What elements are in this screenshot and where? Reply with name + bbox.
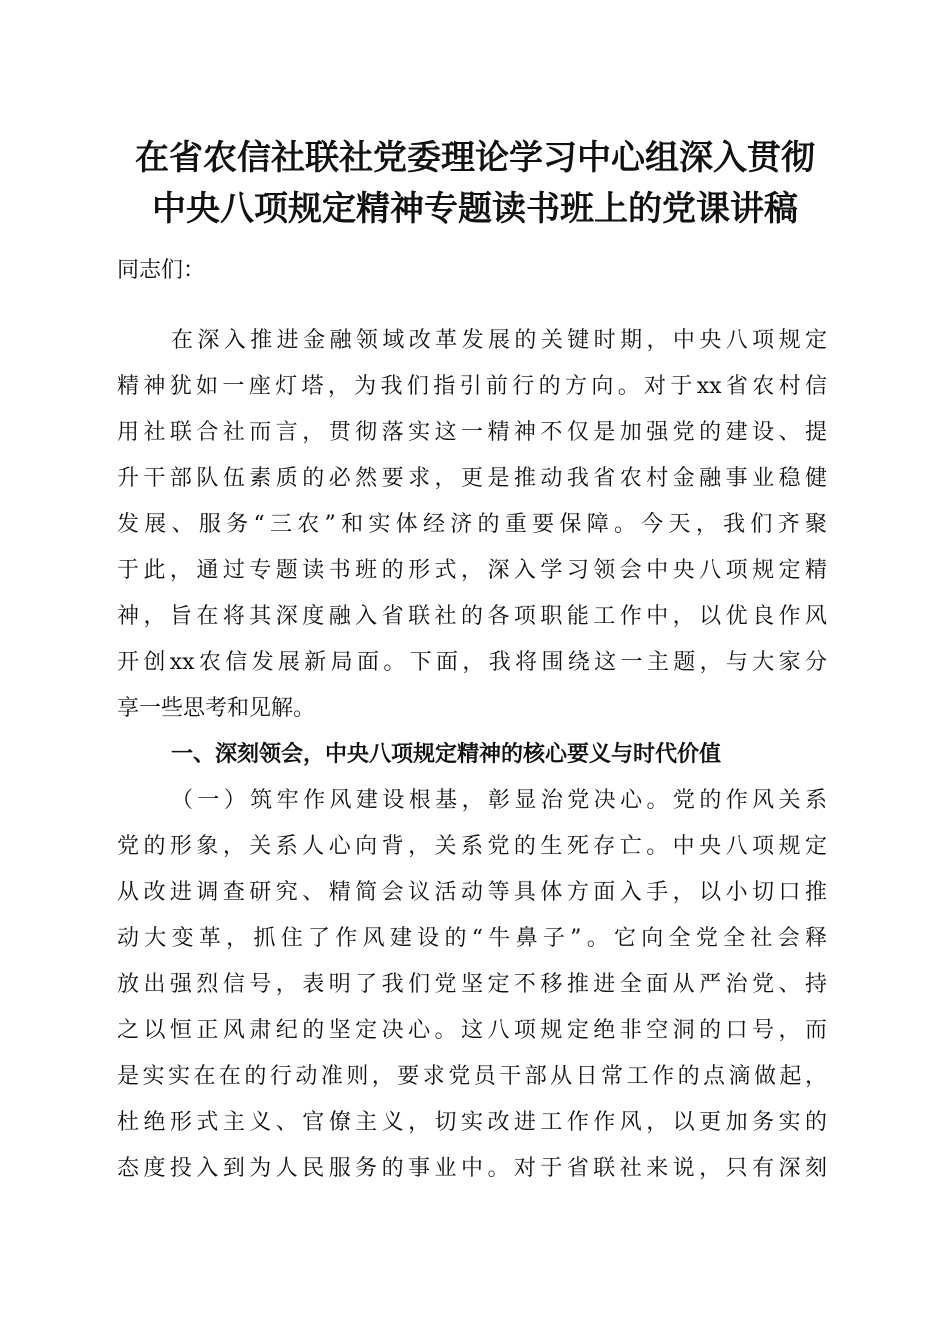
document-title-line-2: 中央八项规定精神专题读书班上的党课讲稿 [152,189,798,229]
document-title-line-1: 在省农信社联社党委理论学习中心组深入贯彻 [135,138,815,178]
intro-paragraph-line: 在深入推进金融领域改革发展的关键时期，中央八项规定 [171,328,827,353]
intro-paragraph-line: 于此，通过专题读书班的形式，深入学习领会中央八项规定精 [117,558,827,583]
intro-paragraph-line: 享一些思考和见解。 [117,696,316,721]
intro-paragraph-line: 发展、服务“三农”和实体经济的重要保障。今天，我们齐聚 [117,512,827,537]
intro-paragraph-line: 精神犹如一座灯塔，为我们指引前行的方向。对于xx省农村信 [117,374,827,399]
section-paragraph-line: 党的形象，关系人心向背，关系党的生死存亡。中央八项规定 [117,834,827,859]
section-paragraph-line: 动大变革，抓住了作风建设的“牛鼻子”。它向全党全社会释 [117,926,827,951]
intro-paragraph-line: 用社联合社而言，贯彻落实这一精神不仅是加强党的建设、提 [117,420,827,445]
section-heading: 一、深刻领会，中央八项规定精神的核心要义与时代价值 [171,742,722,767]
salutation: 同志们： [117,258,206,283]
section-paragraph-line: （一）筑牢作风建设根基，彰显治党决心。党的作风关系 [171,788,827,813]
intro-paragraph-line: 神，旨在将其深度融入省联社的各项职能工作中，以优良作风 [117,604,827,629]
section-paragraph-line: 是实实在在的行动准则，要求党员干部从日常工作的点滴做起， [117,1064,827,1089]
section-paragraph-line: 从改进调查研究、精简会议活动等具体方面入手，以小切口推 [117,880,827,905]
section-paragraph-line: 之以恒正风肃纪的坚定决心。这八项规定绝非空洞的口号，而 [117,1018,827,1043]
intro-paragraph-line: 开创xx农信发展新局面。下面，我将围绕这一主题，与大家分 [117,650,827,675]
section-paragraph-line: 放出强烈信号，表明了我们党坚定不移推进全面从严治党、持 [117,972,827,997]
section-paragraph-line: 态度投入到为人民服务的事业中。对于省联社来说，只有深刻 [117,1156,827,1181]
section-paragraph-line: 杜绝形式主义、官僚主义，切实改进工作作风，以更加务实的 [117,1110,827,1135]
intro-paragraph-line: 升干部队伍素质的必然要求，更是推动我省农村金融事业稳健 [117,466,827,491]
